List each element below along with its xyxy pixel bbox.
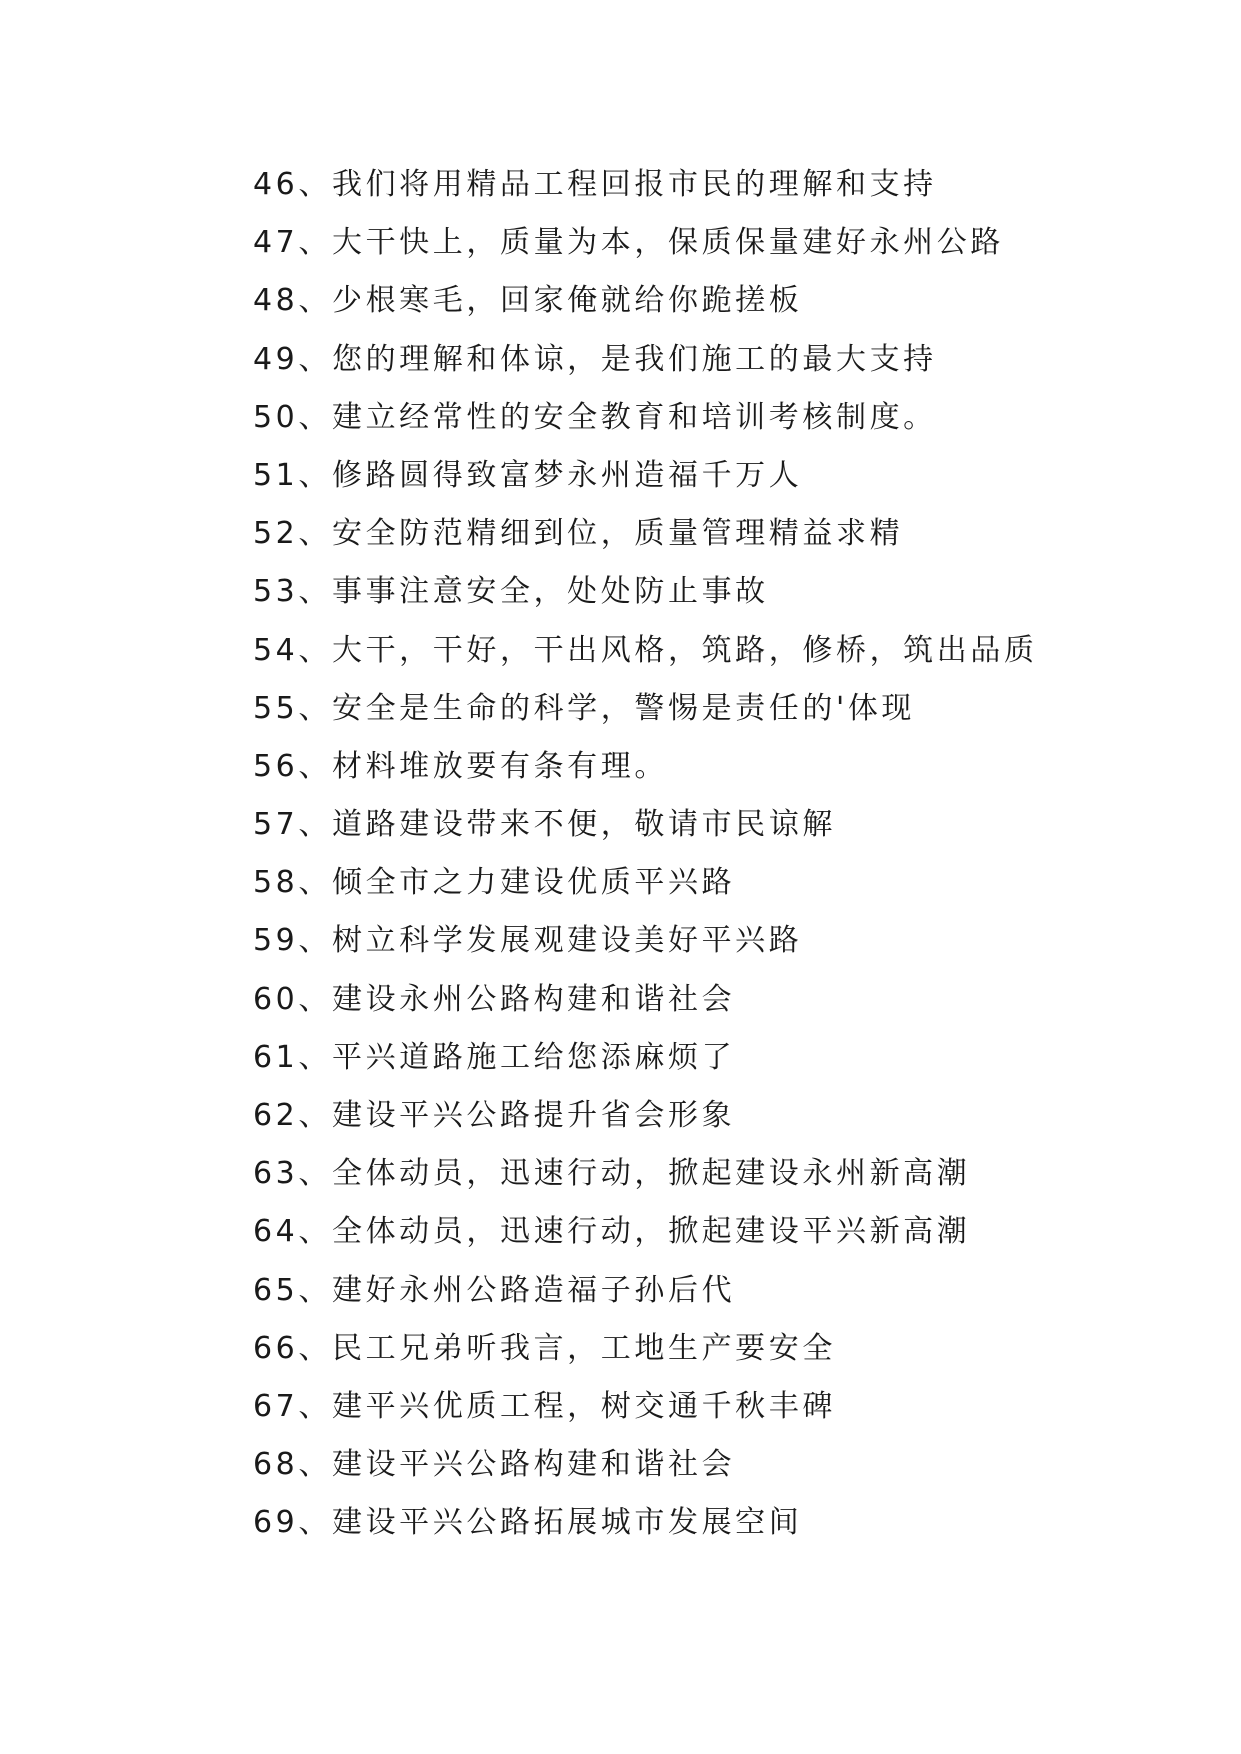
slogan-line: 65、建好永州公路造福子孙后代 xyxy=(253,1272,736,1308)
slogan-line: 57、道路建设带来不便，敬请市民谅解 xyxy=(253,807,836,843)
slogan-line: 60、建设永州公路构建和谐社会 xyxy=(253,981,736,1017)
slogan-line: 50、建立经常性的安全教育和培训考核制度。 xyxy=(253,399,937,435)
slogan-line: 64、全体动员，迅速行动，掀起建设平兴新高潮 xyxy=(253,1214,971,1250)
slogan-line: 55、安全是生命的科学，警惕是责任的'体现 xyxy=(253,690,916,726)
slogan-line: 49、您的理解和体谅，是我们施工的最大支持 xyxy=(253,341,937,377)
slogan-line: 51、修路圆得致富梦永州造福千万人 xyxy=(253,457,803,493)
slogan-line: 53、事事注意安全，处处防止事故 xyxy=(253,574,769,610)
slogan-line: 46、我们将用精品工程回报市民的理解和支持 xyxy=(253,167,937,202)
slogan-line: 56、材料堆放要有条有理。 xyxy=(253,748,668,784)
slogan-line: 68、建设平兴公路构建和谐社会 xyxy=(253,1447,736,1483)
slogan-line: 66、民工兄弟听我言，工地生产要安全 xyxy=(253,1330,836,1366)
slogan-line: 61、平兴道路施工给您添麻烦了 xyxy=(253,1039,736,1075)
slogan-line: 69、建设平兴公路拓展城市发展空间 xyxy=(253,1505,803,1541)
slogan-line: 59、树立科学发展观建设美好平兴路 xyxy=(253,923,803,959)
slogan-list xyxy=(253,156,1113,1553)
slogan-line: 63、全体动员，迅速行动，掀起建设永州新高潮 xyxy=(253,1156,971,1192)
slogan-line: 54、大干，干好，干出风格，筑路，修桥，筑出品质 xyxy=(253,632,1038,668)
slogan-line: 52、安全防范精细到位，质量管理精益求精 xyxy=(253,516,904,552)
slogan-line: 67、建平兴优质工程，树交通千秋丰碑 xyxy=(253,1388,836,1424)
slogan-line: 47、大干快上，质量为本，保质保量建好永州公路 xyxy=(253,225,1004,261)
slogan-line: 48、少根寒毛，回家俺就给你跪搓板 xyxy=(253,283,803,319)
slogan-line: 62、建设平兴公路提升省会形象 xyxy=(253,1098,736,1133)
slogan-line: 58、倾全市之力建设优质平兴路 xyxy=(253,865,736,901)
